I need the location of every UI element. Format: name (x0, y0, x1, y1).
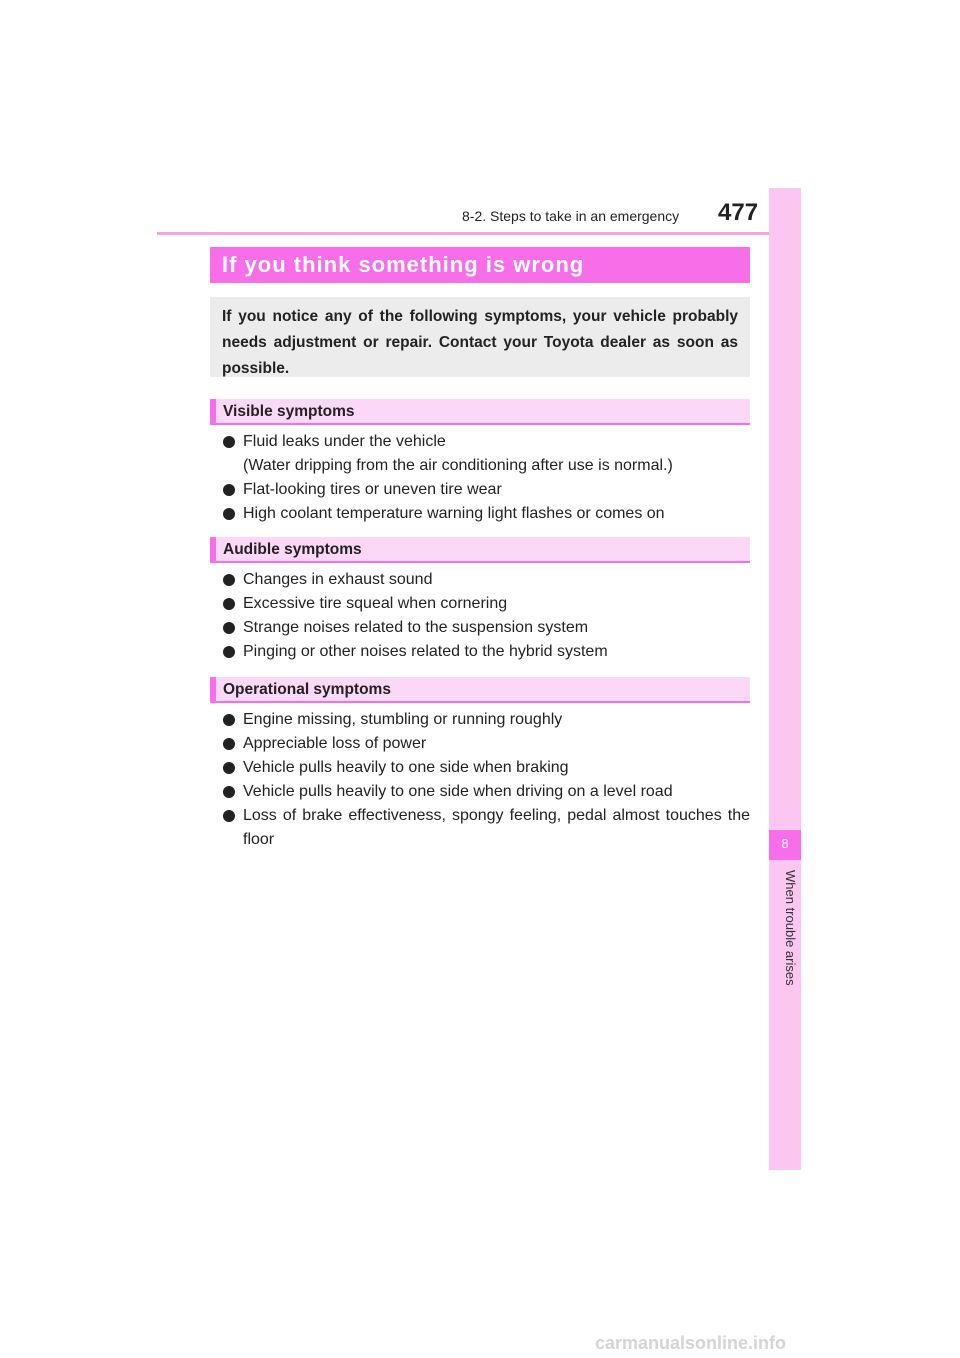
intro-text: If you notice any of the following symptoms, your vehicle probably needs adjustment or repair. Contact your Toyota dealer as soon as possible. (210, 297, 750, 377)
list-item-text: Vehicle pulls heavily to one side when driving on a level road (243, 783, 673, 800)
page-number: 477 (718, 199, 759, 226)
list-item (222, 780, 750, 804)
bullet-icon (223, 598, 235, 610)
list-item-text: Appreciable loss of power (243, 735, 427, 752)
bullet-icon (223, 762, 235, 774)
list-item-text: Changes in exhaust sound (243, 571, 433, 588)
bullet-icon (223, 810, 235, 822)
bullet-icon (223, 436, 235, 448)
operational-symptoms-list (222, 708, 750, 852)
list-item-text: Loss of brake effectiveness, spongy feeling, pedal almost touches the floor (243, 807, 750, 848)
section-heading-visible: Visible symptoms (210, 399, 750, 425)
list-item-text: Flat-looking tires or uneven tire wear (243, 481, 502, 498)
bullet-icon (223, 646, 235, 658)
list-item (222, 568, 750, 592)
header-divider (157, 232, 801, 235)
list-item (222, 732, 750, 756)
chapter-number: 8 (781, 836, 789, 851)
visible-symptoms-list (222, 430, 750, 526)
bullet-icon (223, 574, 235, 586)
bullet-icon (223, 786, 235, 798)
list-item-text: Vehicle pulls heavily to one side when braking (243, 759, 569, 776)
chapter-side-tab (769, 188, 801, 1170)
running-header: 8-2. Steps to take in an emergency (462, 208, 680, 224)
section-heading-operational: Operational symptoms (210, 677, 750, 703)
list-item (222, 430, 750, 478)
list-item (222, 502, 750, 526)
list-item-text: High coolant temperature warning light flashes or comes on (243, 505, 665, 522)
list-item (222, 756, 750, 780)
bullet-icon (223, 714, 235, 726)
section-heading-audible: Audible symptoms (210, 537, 750, 563)
page-title: If you think something is wrong (210, 247, 750, 283)
list-item (222, 804, 750, 852)
list-item-text: Strange noises related to the suspension system (243, 619, 589, 636)
list-item (222, 478, 750, 502)
list-item (222, 708, 750, 732)
list-item-text: Excessive tire squeal when cornering (243, 595, 508, 612)
bullet-icon (223, 508, 235, 520)
bullet-icon (223, 622, 235, 634)
list-item-text: Pinging or other noises related to the hybrid system (243, 643, 608, 660)
list-item-text: Engine missing, stumbling or running roughly (243, 711, 563, 728)
list-item (222, 640, 750, 664)
list-item (222, 616, 750, 640)
bullet-icon (223, 738, 235, 750)
bullet-icon (223, 484, 235, 496)
list-item-note: (Water dripping from the air conditioning after use is normal.) (243, 457, 673, 474)
audible-symptoms-list (222, 568, 750, 664)
chapter-label: When trouble arises (783, 870, 798, 986)
watermark: carmanualsonline.info (595, 1333, 787, 1353)
list-item (222, 592, 750, 616)
list-item-text: Fluid leaks under the vehicle (243, 433, 446, 450)
